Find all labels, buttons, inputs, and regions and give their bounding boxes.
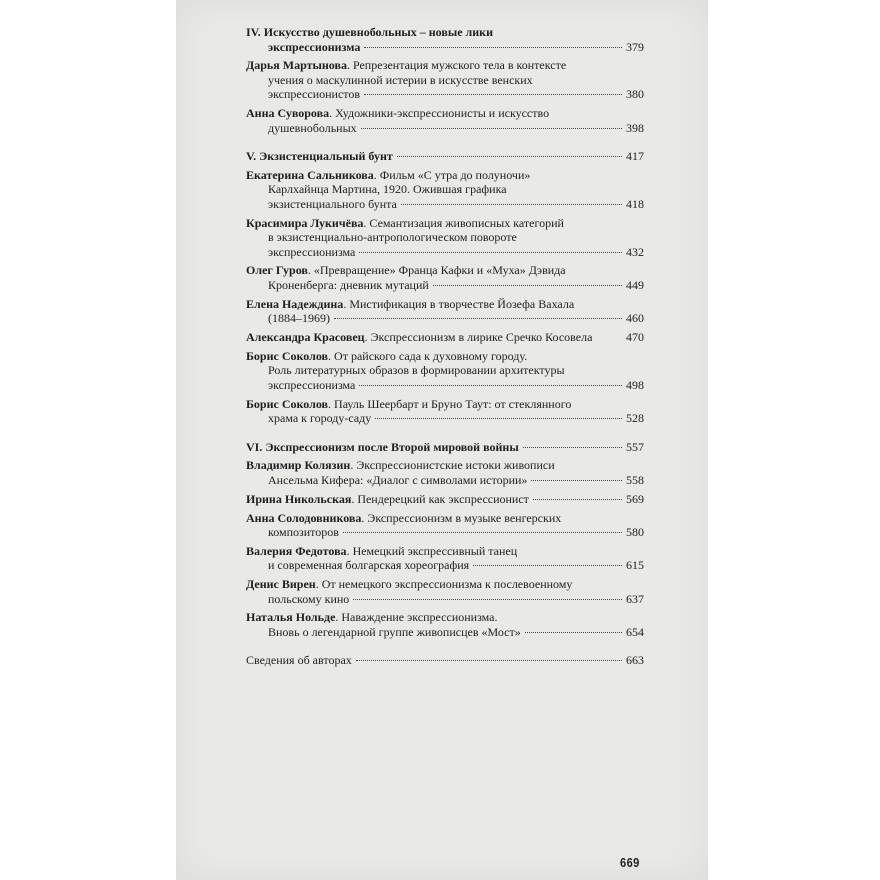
entry-author: Красимира Лукичёва bbox=[246, 215, 364, 230]
toc-entry bbox=[246, 544, 644, 573]
section-title: V. Экзистенциальный бунт bbox=[246, 149, 393, 164]
dot-leader bbox=[364, 47, 622, 48]
dot-leader bbox=[401, 204, 622, 205]
entry-author: Анна Солодовникова bbox=[246, 510, 362, 525]
page-number: 470 bbox=[626, 330, 644, 345]
dot-leader bbox=[473, 565, 622, 566]
toc-entry bbox=[246, 168, 644, 212]
section-5 bbox=[246, 149, 644, 426]
toc-entry bbox=[246, 263, 644, 292]
entry-title: . Художники-экспрессионисты и искусство bbox=[329, 106, 550, 121]
dot-leader bbox=[359, 385, 622, 386]
page-number: 417 bbox=[626, 149, 644, 164]
entry-title: польскому кино bbox=[268, 591, 350, 606]
entry-title: . От райского сада к духовному городу. bbox=[328, 348, 528, 363]
toc-entry bbox=[246, 492, 644, 507]
dot-leader bbox=[356, 660, 622, 661]
entry-author: Владимир Колязин bbox=[246, 458, 351, 473]
entry-title: Ансельма Кифера: «Диалог с символами истории» bbox=[268, 472, 528, 487]
entry-title: . Пауль Шеербарт и Бруно Таут: от стеклянного bbox=[328, 396, 572, 411]
page-number: 558 bbox=[626, 472, 644, 487]
entry-title: . «Превращение» Франца Кафки и «Муха» Дэвида bbox=[307, 263, 566, 278]
entry-title: . Экспрессионистские истоки живописи bbox=[350, 458, 555, 473]
book-page bbox=[176, 0, 708, 880]
authors-info bbox=[246, 653, 644, 668]
toc-entry bbox=[246, 330, 644, 345]
entry-author: Елена Надеждина bbox=[246, 296, 344, 311]
section-title: VI. Экспрессионизм после Второй мировой войны bbox=[246, 439, 519, 454]
page-number: 580 bbox=[626, 525, 644, 540]
entry-title: экспрессионистов bbox=[268, 87, 361, 102]
entry-title: . Экспрессионизм в музыке венгерских bbox=[361, 510, 562, 525]
toc-entry bbox=[246, 297, 644, 326]
page-number: 528 bbox=[626, 411, 644, 426]
toc-entry bbox=[246, 216, 644, 260]
page-number: 432 bbox=[626, 244, 644, 259]
entry-author: Борис Соколов bbox=[246, 396, 329, 411]
entry-author: Валерия Федотова bbox=[246, 543, 347, 558]
authors-info-title: Сведения об авторах bbox=[246, 653, 352, 668]
entry-title: храма к городу-саду bbox=[268, 411, 372, 426]
dot-leader bbox=[525, 632, 622, 633]
entry-title: душевнобольных bbox=[268, 120, 357, 135]
entry-author: Олег Гуров bbox=[246, 263, 308, 278]
entry-author: Александра Красовец bbox=[246, 330, 365, 345]
toc-entry bbox=[246, 349, 644, 393]
page-number: 615 bbox=[626, 558, 644, 573]
entry-title: . Фильм «С утра до полуночи» bbox=[373, 167, 531, 182]
entry-author: Анна Суворова bbox=[246, 106, 330, 121]
entry-author: Ирина Никольская bbox=[246, 491, 352, 506]
entry-title: . Экспрессионизм в лирике Сречко Косовела bbox=[364, 330, 593, 345]
page-number: 379 bbox=[626, 39, 644, 54]
dot-leader bbox=[533, 499, 622, 500]
entry-title: в экзистенциально-антропологическом повороте bbox=[268, 230, 517, 245]
page-number: 557 bbox=[626, 439, 644, 454]
entry-title: . От немецкого экспрессионизма к послевоенному bbox=[315, 577, 573, 592]
entry-title: . Пендерецкий как экспрессионист bbox=[351, 491, 529, 506]
entry-title: . Репрезентация мужского тела в контексте bbox=[346, 58, 567, 73]
dot-leader bbox=[359, 252, 622, 253]
page-number: 449 bbox=[626, 277, 644, 292]
toc-entry bbox=[246, 577, 644, 606]
entry-title: Карлхайнца Мартина, 1920. Ожившая графика bbox=[268, 182, 507, 197]
dot-leader bbox=[397, 156, 622, 157]
entry-title: . Наваждение экспрессионизма. bbox=[335, 610, 498, 625]
table-of-contents bbox=[246, 25, 644, 672]
entry-title: и современная болгарская хореография bbox=[268, 558, 470, 573]
entry-title: экзистенциального бунта bbox=[268, 196, 397, 211]
entry-title: Вновь о легендарной группе живописцев «Мост» bbox=[268, 624, 521, 639]
section-title: IV. Искусство душевнобольных – новые лики bbox=[246, 25, 494, 39]
dot-leader bbox=[364, 94, 622, 95]
page-number: 637 bbox=[626, 591, 644, 606]
toc-entry bbox=[246, 458, 644, 487]
section-6 bbox=[246, 440, 644, 640]
entry-title: (1884–1969) bbox=[268, 311, 330, 326]
toc-entry bbox=[246, 610, 644, 639]
page-number: 663 bbox=[626, 653, 644, 668]
dot-leader bbox=[433, 285, 622, 286]
toc-entry bbox=[246, 397, 644, 426]
entry-title: . Мистификация в творчестве Йозефа Вахала bbox=[343, 296, 575, 311]
page-number: 380 bbox=[626, 87, 644, 102]
dot-leader bbox=[353, 599, 622, 600]
entry-title: экспрессионизма bbox=[268, 377, 356, 392]
entry-author: Денис Вирен bbox=[246, 577, 316, 592]
entry-title: композиторов bbox=[268, 525, 339, 540]
entry-author: Борис Соколов bbox=[246, 348, 329, 363]
entry-title: Кроненберга: дневник мутаций bbox=[268, 277, 429, 292]
section-title-cont: экспрессионизма bbox=[268, 39, 361, 54]
page-number: 398 bbox=[626, 120, 644, 135]
toc-entry bbox=[246, 106, 644, 135]
dot-leader bbox=[334, 318, 622, 319]
dot-leader bbox=[531, 480, 622, 481]
dot-leader bbox=[361, 128, 622, 129]
dot-leader bbox=[523, 447, 622, 448]
entry-title: экспрессионизма bbox=[268, 244, 356, 259]
dot-leader bbox=[343, 532, 622, 533]
entry-author: Дарья Мартынова bbox=[246, 58, 347, 73]
page-number: 654 bbox=[626, 624, 644, 639]
page-number: 498 bbox=[626, 377, 644, 392]
page-number: 569 bbox=[626, 491, 644, 506]
entry-title: Роль литературных образов в формировании архитектуры bbox=[268, 363, 565, 378]
entry-author: Наталья Нольде bbox=[246, 610, 336, 625]
page-number: 418 bbox=[626, 196, 644, 211]
folio-page-number: 669 bbox=[620, 855, 640, 870]
toc-entry bbox=[246, 58, 644, 102]
toc-entry bbox=[246, 511, 644, 540]
entry-title: учения о маскулинной истерии в искусстве венских bbox=[268, 72, 533, 87]
section-4 bbox=[246, 25, 644, 135]
page-number: 460 bbox=[626, 311, 644, 326]
entry-title: . Семантизация живописных категорий bbox=[363, 215, 564, 230]
entry-title: . Немецкий экспрессивный танец bbox=[346, 543, 518, 558]
dot-leader bbox=[375, 418, 622, 419]
entry-author: Екатерина Сальникова bbox=[246, 167, 374, 182]
